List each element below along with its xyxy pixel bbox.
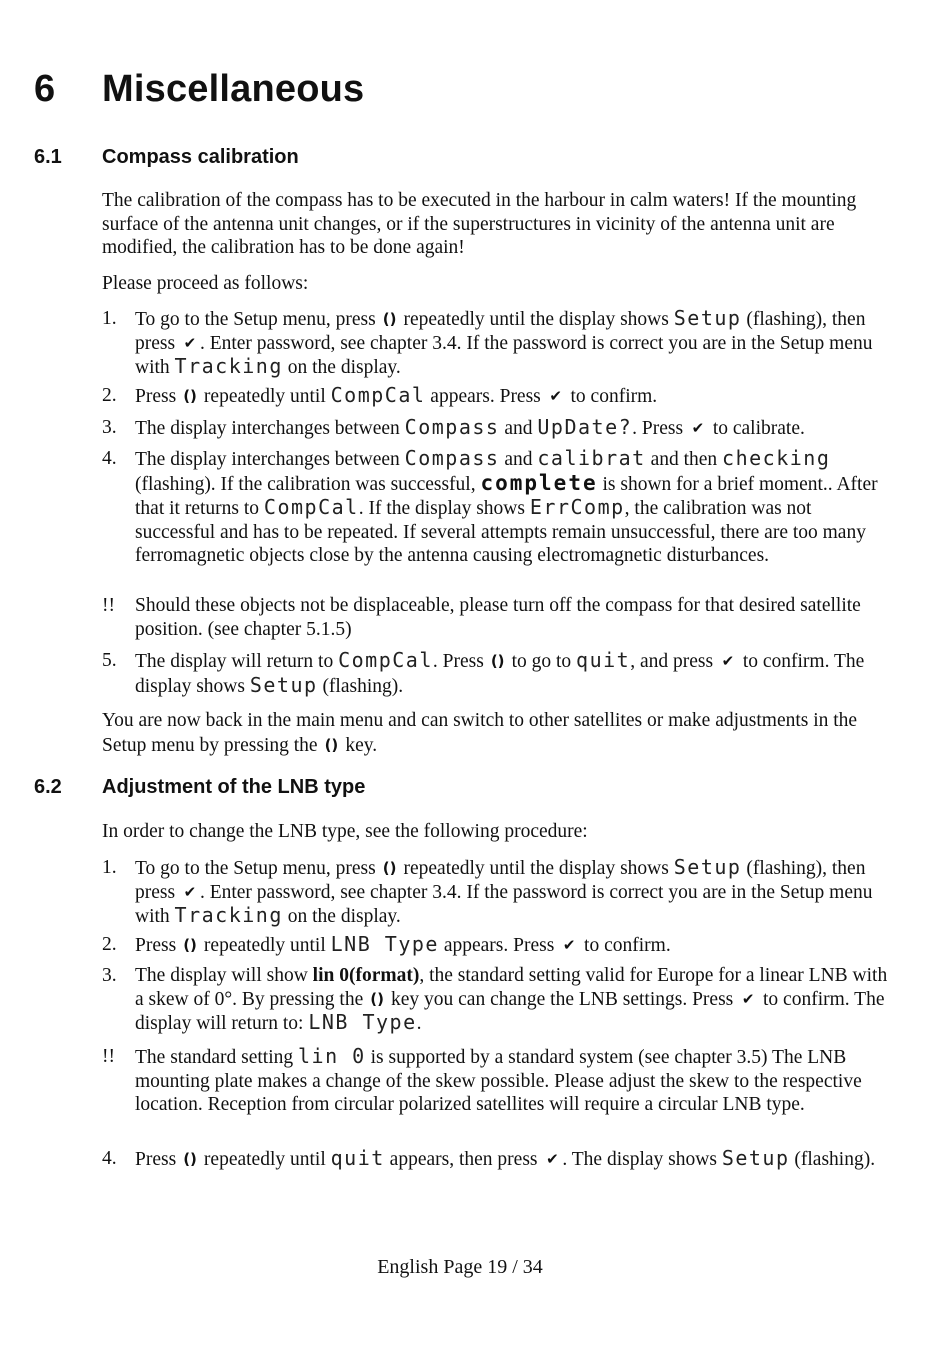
display-text: ErrComp (529, 495, 625, 519)
display-text: LNB Type (330, 932, 439, 956)
select-key-icon: () (382, 310, 397, 328)
list-number: 3. (102, 965, 117, 986)
note-mark: !! (102, 1046, 115, 1067)
display-text: Compass (404, 415, 500, 439)
confirm-check-icon: ✔ (546, 1150, 559, 1168)
display-text: CompCal (263, 495, 359, 519)
section-number: 6.1 (34, 146, 62, 168)
list-item-text: To go to the Setup menu, press () repeatedly until the display shows Setup (flashing), then press ✔ . Enter password, see chapter 3.4. If the password is correct you are in the Setup menu with Tracking on the display. (135, 855, 873, 927)
display-text: Tracking (174, 903, 283, 927)
display-text: calibrat (537, 446, 646, 470)
select-key-icon: () (183, 1150, 197, 1168)
confirm-check-icon: ✔ (741, 989, 755, 1008)
display-text: quit (330, 1146, 385, 1170)
section-number: 6.2 (34, 776, 62, 798)
select-key-icon: () (183, 936, 197, 954)
section-title: Adjustment of the LNB type (102, 776, 366, 798)
display-text: Setup (721, 1146, 790, 1170)
list-item-text: The display interchanges between Compass and calibrat and then checking (flashing). If the calibration was successful, complete is shown for a brief moment.. After that it returns to CompCal. If the display shows ErrComp, the calibration was not successful and has to be repeated. If several attempts remain unsuccessful, there are too many ferromagnetic objects close by the antenna causing electromagnetic disturbances. (135, 446, 878, 566)
list-item-text: Press () repeatedly until LNB Type appears. Press ✔ to confirm. (135, 932, 671, 956)
list-item (102, 964, 892, 1036)
list-item-text: The display interchanges between Compass and UpDate?. Press ✔ to calibrate. (135, 415, 805, 439)
display-text: UpDate? (537, 415, 633, 439)
confirm-check-icon: ✔ (691, 419, 705, 437)
chapter-heading (34, 68, 364, 111)
list-number: 5. (102, 650, 117, 671)
list-item (102, 384, 892, 409)
display-text: CompCal (338, 648, 433, 672)
confirm-check-icon: ✔ (721, 652, 735, 670)
list-number: 3. (102, 417, 117, 438)
list-number: 2. (102, 934, 117, 955)
confirm-check-icon: ✔ (183, 333, 197, 352)
select-key-icon: () (382, 859, 397, 877)
display-text: lin 0 (298, 1044, 366, 1068)
display-text-bold: complete (480, 470, 598, 495)
list-item (102, 933, 892, 958)
note-item (102, 594, 892, 641)
list-number: 4. (102, 1148, 117, 1169)
section-title: Compass calibration (102, 146, 299, 168)
note-mark: !! (102, 595, 115, 616)
display-text: Compass (404, 446, 500, 470)
paragraph-outro: You are now back in the main menu and can switch to other satellites or make adjustments in the Setup menu by pressing the () key. (102, 710, 858, 756)
list-item-text: The display will show lin 0(format), the standard setting valid for Europe for a linear LNB with a skew of 0°. By pressing the () key you can change the LNB settings. Press ✔ to confirm. The display will return to: LNB Type. (135, 965, 888, 1034)
section-heading-compass (34, 146, 299, 169)
list-item (102, 649, 892, 698)
paragraph-lnb-intro: In order to change the LNB type, see the following procedure: (102, 821, 588, 842)
page-footer: English Page 19 / 34 (377, 1256, 543, 1278)
list-item-text: The display will return to CompCal. Press () to go to quit, and press ✔ to confirm. The display shows Setup (flashing). (135, 648, 865, 697)
list-item (102, 447, 892, 568)
chapter-number: 6 (34, 68, 56, 110)
display-text: LNB Type (308, 1010, 417, 1034)
paragraph-proceed: Please proceed as follows: (102, 273, 309, 294)
list-item (102, 1147, 892, 1172)
display-text: Setup (673, 306, 742, 330)
note-text: The standard setting lin 0 is supported by a standard system (see chapter 3.5) The LNB mounting plate makes a change of the skew possible. Please adjust the skew to the respective location. Reception from circular polarized satellites will require a circular LNB type. (135, 1044, 862, 1115)
bold-setting: lin 0(format) (312, 965, 420, 986)
select-key-icon: () (183, 387, 197, 405)
display-text: Setup (673, 855, 742, 879)
list-item-text: Press () repeatedly until quit appears, then press ✔ . The display shows Setup (flashing). (135, 1146, 876, 1170)
list-item (102, 856, 892, 929)
list-number: 1. (102, 308, 117, 329)
section-heading-lnb (34, 776, 365, 799)
list-item-text: To go to the Setup menu, press () repeatedly until the display shows Setup (flashing), then press ✔ . Enter password, see chapter 3.4. If the password is correct you are in the Setup menu with Tracking on the display. (135, 306, 873, 378)
list-number: 2. (102, 385, 117, 406)
note-item (102, 1045, 892, 1117)
list-item-text: Press () repeatedly until CompCal appears. Press ✔ to confirm. (135, 383, 658, 407)
paragraph-intro: The calibration of the compass has to be executed in the harbour in calm waters! If the mounting surface of the antenna unit changes, or if the superstructures in vicinity of the antenna unit are modified, the calibration has to be done again! (102, 190, 857, 258)
note-text: Should these objects not be displaceable, please turn off the compass for that desired satellite position. (see chapter 5.1.5) (135, 595, 861, 640)
display-text: Setup (249, 672, 318, 697)
display-text: quit (576, 648, 631, 672)
display-text: CompCal (330, 383, 426, 407)
display-text: Tracking (174, 354, 283, 378)
select-key-icon: () (490, 652, 505, 670)
display-text: checking (722, 446, 831, 470)
chapter-title: Miscellaneous (102, 68, 365, 110)
list-item (102, 416, 892, 441)
select-key-icon: () (324, 736, 339, 754)
confirm-check-icon: ✔ (549, 387, 562, 405)
list-item (102, 307, 892, 380)
select-key-icon: () (370, 989, 384, 1008)
list-number: 1. (102, 857, 117, 878)
list-number: 4. (102, 448, 117, 469)
confirm-check-icon: ✔ (183, 882, 197, 901)
confirm-check-icon: ✔ (562, 936, 576, 954)
